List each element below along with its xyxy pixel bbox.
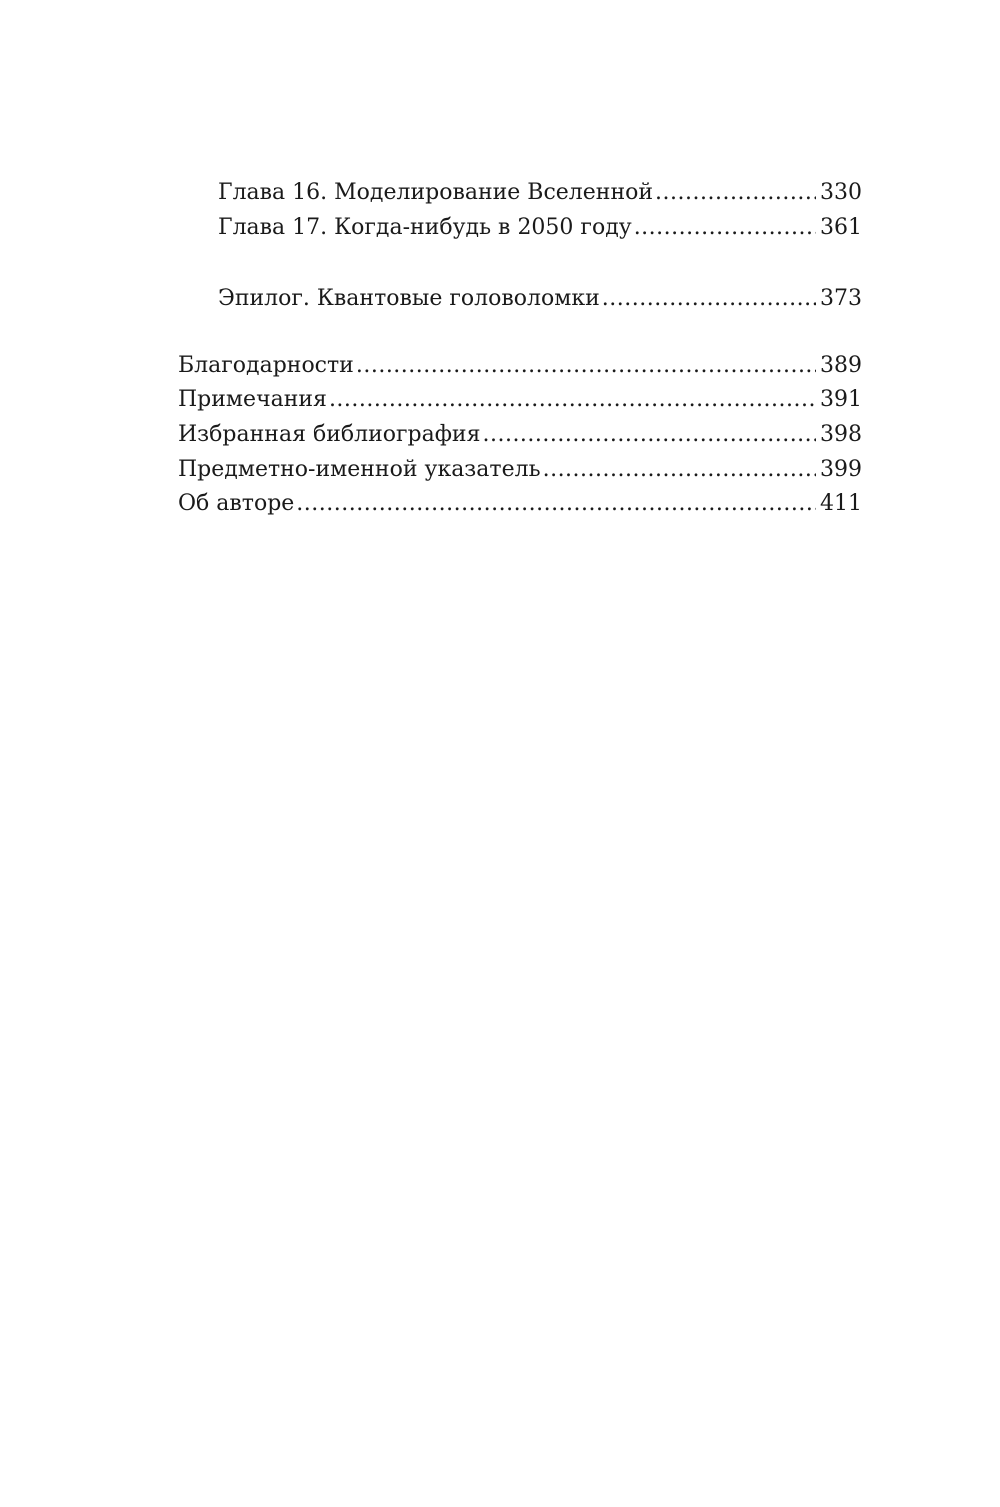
toc-entry-chapter-17[interactable] [218,213,862,243]
toc-entry-title: Глава 17. Когда-нибудь в 2050 году [218,215,632,240]
toc-entry-page: 330 [820,180,862,205]
toc-entry-title: Глава 16. Моделирование Вселенной [218,180,654,205]
toc-entry-acknowledgements[interactable] [178,351,862,381]
dot-leader [356,351,816,381]
toc-entry-title: Благодарности [178,353,354,378]
dot-leader [482,420,816,450]
toc-entry-notes[interactable] [178,385,862,415]
dot-leader [655,178,816,208]
toc-entry-page: 373 [820,286,862,311]
toc-entry-page: 389 [820,353,862,378]
dot-leader [634,213,816,243]
toc-entry-page: 398 [820,422,862,447]
toc-entry-bibliography[interactable] [178,420,862,450]
toc-entry-title: Эпилог. Квантовые головоломки [218,286,600,311]
toc-entry-about-author[interactable] [178,489,862,519]
toc-entry-chapter-16[interactable] [218,178,862,208]
toc-entry-title: Об авторе [178,491,295,516]
toc-entry-page: 391 [820,387,862,412]
toc-entry-epilogue[interactable] [218,284,862,314]
toc-entry-title: Примечания [178,387,327,412]
toc-entry-page: 399 [820,457,862,482]
toc-entry-page: 411 [820,491,862,516]
dot-leader [543,455,816,485]
toc-entry-title: Избранная библиография [178,422,481,447]
toc-entry-index[interactable] [178,455,862,485]
toc-entry-title: Предметно-именной указатель [178,457,541,482]
dot-leader [329,385,816,415]
dot-leader [296,489,816,519]
dot-leader [602,284,816,314]
toc-entry-page: 361 [820,215,862,240]
